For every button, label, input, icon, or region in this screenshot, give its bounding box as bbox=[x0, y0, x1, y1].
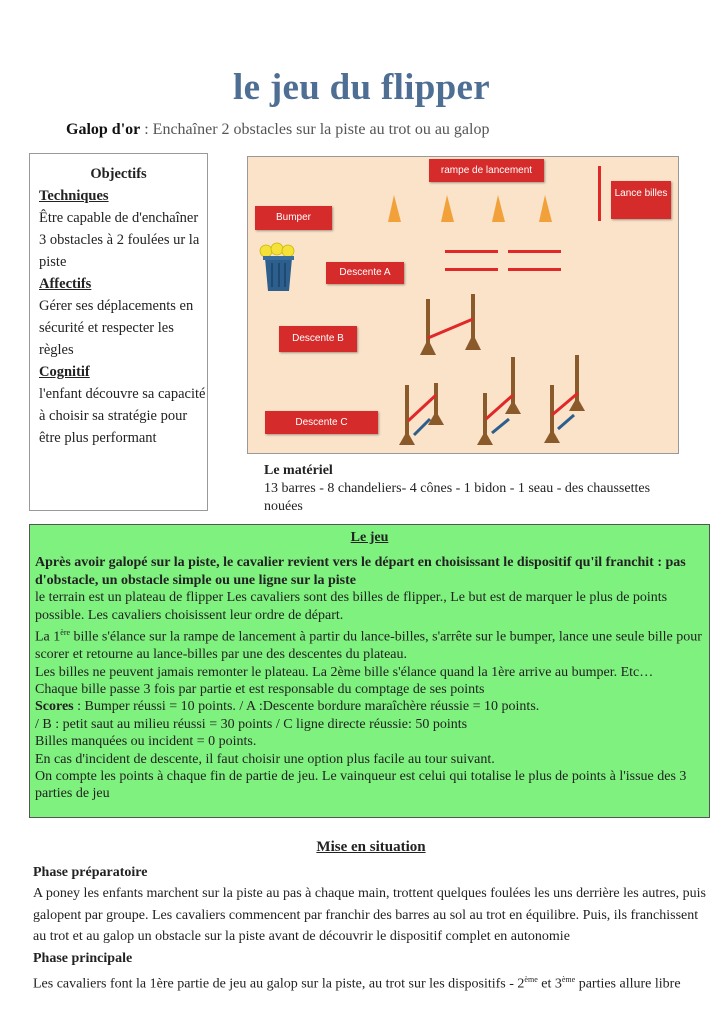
cone-icon bbox=[492, 195, 505, 222]
objectifs-box bbox=[29, 153, 208, 511]
lance-bar bbox=[598, 166, 601, 221]
subtitle-text: : Enchaîner 2 obstacles sur la piste au trot ou au galop bbox=[140, 121, 490, 138]
cones bbox=[388, 195, 552, 222]
phase2-label: Phase principale bbox=[33, 950, 133, 966]
phase2-text-c: parties allure libre bbox=[575, 976, 681, 992]
techniques-text: Être capable de d'enchaîner 3 obstacles à 2 foulées ur la piste bbox=[39, 210, 200, 270]
materiel-section bbox=[264, 462, 684, 516]
jeu-scores bbox=[35, 698, 704, 715]
jeu-text: bille s'élance sur la rampe de lancement à partir du lance-billes, s'arrête sur le bumper, lance une seule bille pour scorer et retourne au lance-billes par une des descentes du plateau. bbox=[35, 629, 702, 663]
objectifs-heading: Objectifs bbox=[90, 166, 147, 182]
jeu-box bbox=[29, 524, 710, 818]
jeu-paragraph: / B : petit saut au milieu réussi = 30 points / C ligne directe réussie: 50 points bbox=[35, 716, 468, 732]
jeu-heading: Le jeu bbox=[350, 530, 389, 545]
techniques-label: Techniques bbox=[39, 188, 109, 204]
jeu-paragraph: On compte les points à chaque fin de partie de jeu. Le vainqueur est celui qui totalise le plus de points à l'issue des 3 parties de jeu bbox=[35, 768, 687, 802]
phase2-text bbox=[33, 969, 709, 995]
jeu-paragraph: Les billes ne peuvent jamais remonter le plateau. La 2ème bille s'élance quand la 1ère arrive au bumper. Etc… bbox=[35, 664, 654, 680]
jeu-sup: ère bbox=[60, 628, 71, 638]
jeu-intro: Après avoir galopé sur la piste, le cavalier revient vers le départ en choisissant le dispositif qu'il franchit : pas d'obstacle, un obstacle simple ou une ligne sur la piste bbox=[35, 555, 686, 588]
phase2-text-a: Les cavaliers font la 1ère partie de jeu au galop sur la piste, au trot sur les dispositifs - 2 bbox=[33, 976, 525, 992]
ground-bar bbox=[508, 250, 561, 253]
jeu-paragraph bbox=[35, 624, 704, 663]
flipper-diagram bbox=[247, 156, 679, 454]
galop-label: Galop d'or bbox=[66, 121, 141, 138]
mise-section bbox=[33, 837, 709, 995]
phase2-sup: ème bbox=[561, 975, 576, 984]
jeu-paragraph: En cas d'incident de descente, il faut choisir une option plus facile au tour suivant. bbox=[35, 751, 495, 767]
bucket-icon bbox=[260, 243, 294, 291]
mise-heading: Mise en situation bbox=[316, 839, 426, 855]
cone-icon bbox=[539, 195, 552, 222]
cone-icon bbox=[441, 195, 454, 222]
rampe-label: rampe de lancement bbox=[429, 159, 544, 182]
cognitif-text: l'enfant découvre sa capacité à choisir sa stratégie pour être plus performant bbox=[39, 386, 206, 446]
descente-a-label: Descente A bbox=[326, 262, 404, 284]
phase2-sup: ème bbox=[524, 975, 538, 984]
jeu-paragraph: Chaque bille passe 3 fois par partie et est responsable du comptage de ses points bbox=[35, 681, 485, 697]
phase1-text: A poney les enfants marchent sur la piste au pas à chaque main, trottent quelques foulées les uns derrière les autres, puis galopent par groupe. Les cavaliers commencent par franchir des barres au sol au trot en équilibre. Puis, ils franchissent au trot et au galop un obstacle sur la piste avant de découvrir le dispositif complet en autonomie bbox=[33, 886, 706, 944]
materiel-text: 13 barres - 8 chandeliers- 4 cônes - 1 bidon - 1 seau - des chaussettes nouées bbox=[264, 481, 651, 514]
ground-bar bbox=[445, 250, 498, 253]
affectifs-label: Affectifs bbox=[39, 276, 92, 292]
phase1-label: Phase préparatoire bbox=[33, 864, 148, 880]
ground-bars bbox=[445, 250, 561, 271]
ground-bar bbox=[508, 268, 561, 271]
materiel-heading: Le matériel bbox=[264, 463, 333, 478]
ground-bar bbox=[445, 268, 498, 271]
scores-text: : Bumper réussi = 10 points. / A :Descente bordure maraîchère réussie = 10 points. bbox=[73, 699, 540, 715]
jeu-text: La 1 bbox=[35, 629, 61, 645]
descente-b-label: Descente B bbox=[279, 326, 357, 352]
phase2-text-b: et 3 bbox=[537, 976, 562, 992]
bumper-label: Bumper bbox=[255, 206, 332, 230]
cone-icon bbox=[388, 195, 401, 222]
jeu-paragraph: Billes manquées ou incident = 0 points. bbox=[35, 734, 257, 750]
subtitle bbox=[66, 121, 489, 139]
jump-line bbox=[399, 355, 585, 445]
affectifs-text: Gérer ses déplacements en sécurité et respecter les règles bbox=[39, 298, 194, 358]
jump-obstacle bbox=[420, 294, 481, 355]
diagram-shapes bbox=[248, 157, 680, 455]
cognitif-label: Cognitif bbox=[39, 364, 90, 380]
descente-c-label: Descente C bbox=[265, 411, 378, 434]
scores-label: Scores bbox=[35, 699, 74, 715]
lance-billes-label: Lance billes bbox=[611, 181, 671, 219]
page-title: le jeu du flipper bbox=[233, 67, 490, 108]
jeu-paragraph: le terrain est un plateau de flipper Les cavaliers sont des billes de flipper., Le but est de marquer le plus de points possible. Les cavaliers choisissent leur ordre de départ. bbox=[35, 590, 668, 623]
